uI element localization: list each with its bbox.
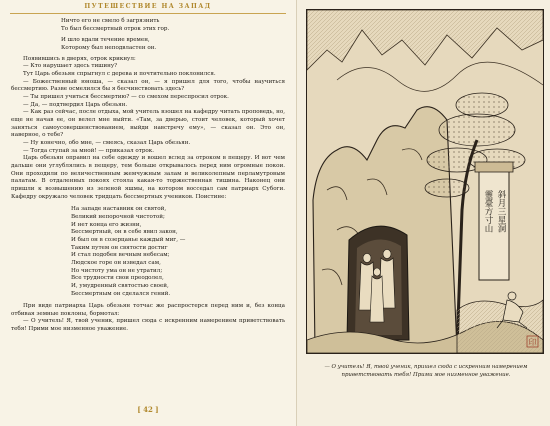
poem-line: Великий непорочной чистотой; [71,213,165,220]
poem-top-line: То был бессмертный отрок этих гор. [61,25,170,32]
caption-line: приветствовать тебя! Прими мое низменное уважение. [341,371,511,378]
running-head-rule [10,13,286,14]
paragraph: — Как раз сейчас, после отдыха, мой учитель взошел на кафедру читать проповедь, но, еще не начав ее, он велел мне выйти. «Там, за дверью, стоит человек, который хочет заняться самоусовершенствованием, выйди навстречу ему», — сказал он. Это он, наверное, о тебе? [11,109,285,139]
poem-line: Но чистоту ума он не утратил; [71,267,163,274]
poem-top-line: И шло вдали течение времен, [61,36,150,43]
poem-line: Бессмертным он сделался гений. [71,290,171,297]
poem-line: И стал подобен вечным небесам; [71,252,170,259]
right-page [297,0,550,426]
poem-top-line: Ничто его не смело б загрязнить [61,18,160,24]
body-text [11,18,285,334]
paragraph: — Кто нарушает здесь тишину? [23,63,118,70]
woodblock-illustration [306,9,544,354]
poem-line: На западе наставник он святой, [71,206,167,213]
poem-top-line: Которому был неподвластен он. [61,44,157,51]
poem-line: Таким путем он святости достиг [71,244,168,251]
poem-line: И был он в созерцанье каждый миг, — [71,236,186,243]
paragraph: — Божественный юноша, — сказал он, — я пришел для того, чтобы научиться бессмертию. Разве осмелился бы я бесчинствовать здесь? [11,78,285,93]
paragraph: Тут Царь обезьян спрыгнул с дерева и почтительно поклонился. [23,71,216,78]
paragraph: — Тогда ступай за мной! — приказал отрок. [23,147,155,154]
paragraph: — Ну конечно, обо мне, — смеясь, сказал Царь обезьян. [23,140,191,147]
running-head: ПУТЕШЕСТВИЕ НА ЗАПАД [84,3,212,10]
caption-line: — О учитель! Я, твой ученик, пришел сюда с искренним намерением [324,364,528,370]
poem-top [11,18,285,52]
paragraph: — Да, — подтвердил Царь обезьян. [23,101,128,108]
paragraph: — Ты пришел учиться бессмертию? — со смехом переспросил отрок. [23,94,229,101]
paragraph: Появившись в дверях, отрок крикнул: [23,55,136,62]
page-number: [ 42 ] [137,405,159,414]
poem-line: Людское горе он изведал сам, [71,259,161,266]
illustration-caption [315,364,537,379]
poem-line: И, умудренный святостью своей, [71,282,169,289]
artist-seal: 印 [528,338,537,347]
poem-line: Все трудности свои преодолел, [71,275,164,282]
inscription-line: 斜月三星洞 [496,190,506,233]
poem-line: И нет конца его жизни, [71,221,142,228]
paragraph: При виде патриарха Царь обезьян тотчас же распростерся перед ним и, без конца отбивая земные поклоны, бормотал: [11,303,285,317]
paragraph: — О учитель! Я, твой ученик, пришел сюда с искренним намерением приветствовать тебя! Прими мое низменное уважение. [11,318,285,333]
poem-line: Бессмертный, он в себе явил закон, [71,229,178,236]
poem-main [11,206,285,298]
illustration-drawing [307,10,543,353]
inscription-line: 靈臺方寸山 [483,190,493,233]
paragraph: Царь обезьян оправил на себе одежду и вошел вслед за отроком в пещеру. И вот чем дальше они углублялись в пещеру, тем больше открывалось перед ним огромные покои. Они проходили по величественным жемчужным залам и великолепным перламутровым палатам. В отдаленных покоях стояла какая-то торжественная тишина. Наконец они пришли к возвышению из зеленой яшмы, на котором восседал сам патриарх Субоги. Кафедру окружало человек тридцать бессмертных учеников. Поистине: [11,155,285,200]
